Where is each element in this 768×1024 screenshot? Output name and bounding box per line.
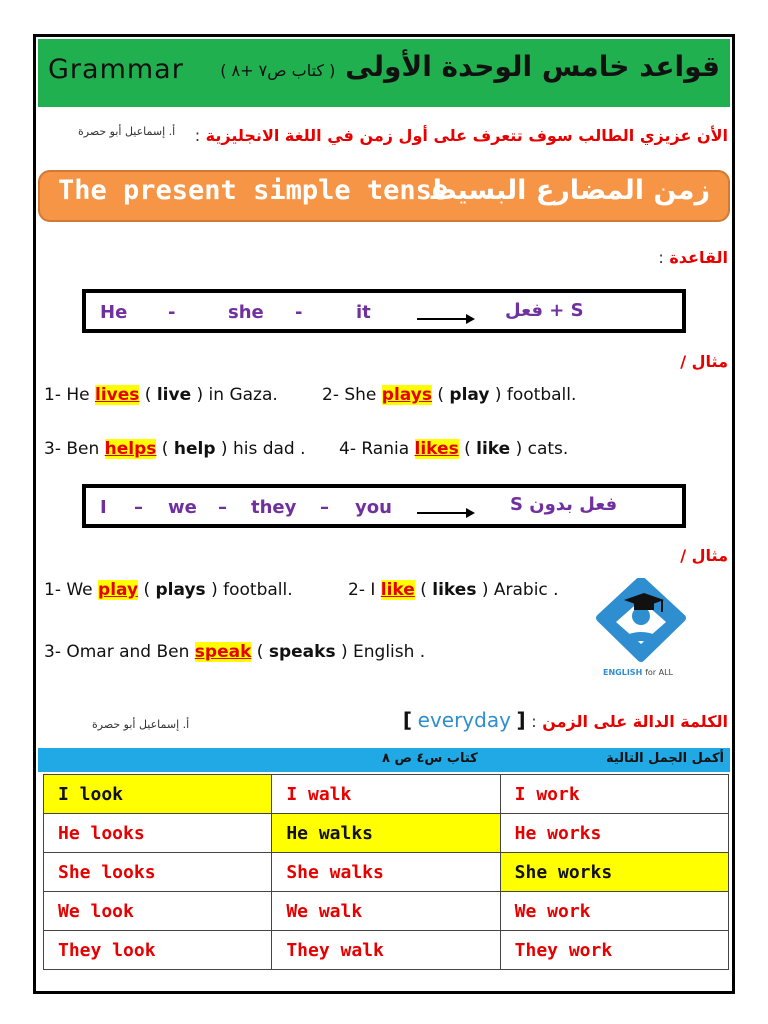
title-arabic-text: قواعد خامس الوحدة الأولى: [345, 50, 720, 83]
logo-text: [603, 668, 673, 677]
paren: (: [138, 580, 156, 600]
bracket-close: ]: [516, 708, 526, 732]
paren: (: [414, 580, 433, 600]
example-label-2: مثال /: [680, 546, 728, 565]
sentence-start: 1- We: [44, 580, 99, 600]
banner-arabic: زمن المضارع البسيط: [428, 175, 710, 206]
table-cell: I walk: [272, 775, 500, 814]
sentence-end: ) English .: [335, 642, 426, 662]
rule-label: القاعدة :: [658, 248, 728, 267]
example-sentence: [44, 580, 293, 600]
arrow-right-icon: [417, 318, 473, 320]
time-word-value: [402, 708, 526, 732]
example-label-1: مثال /: [680, 352, 728, 371]
table-cell: We work: [500, 892, 728, 931]
table-cell: He looks: [44, 814, 272, 853]
answer-verb: helps: [104, 439, 157, 459]
sentence-start: 1- He: [44, 385, 95, 405]
rule1-pronoun: it: [356, 302, 371, 323]
table-cell: She looks: [44, 853, 272, 892]
time-word-line: [403, 708, 728, 732]
table-cell: He works: [500, 814, 728, 853]
answer-verb: speak: [194, 642, 252, 662]
sentence-start: 2- I: [348, 580, 381, 600]
english-for-all-logo: [594, 578, 688, 678]
conjugation-table: [43, 774, 729, 970]
paren: (: [458, 439, 477, 459]
logo-text-for-all: for ALL: [645, 668, 673, 677]
sentence-end: ) his dad .: [215, 439, 306, 459]
answer-verb: lives: [95, 385, 140, 405]
intro-line: [195, 126, 728, 145]
time-word-colon: :: [531, 712, 537, 731]
sentence-end: ) in Gaza.: [191, 385, 278, 405]
rule1-dash: -: [295, 302, 303, 323]
base-verb: help: [173, 439, 216, 459]
rule1-pronoun: He: [100, 302, 128, 323]
example-sentence: [44, 642, 425, 662]
rule2-dash: –: [320, 497, 329, 518]
base-verb: plays: [155, 580, 206, 600]
rule2-pronoun: I: [100, 497, 107, 518]
answer-verb: play: [98, 580, 139, 600]
base-verb: like: [476, 439, 511, 459]
base-verb: live: [156, 385, 192, 405]
sentence-start: 4- Rania: [339, 439, 415, 459]
table-cell: I look: [44, 775, 272, 814]
table-cell: They look: [44, 931, 272, 970]
example-sentence: [348, 580, 559, 600]
example-sentence: [44, 439, 306, 459]
sentence-start: 3- Omar and Ben: [44, 642, 195, 662]
table-cell: They walk: [272, 931, 500, 970]
table-row: [44, 775, 729, 814]
paren: (: [431, 385, 450, 405]
example-sentence: [44, 385, 278, 405]
table-cell: I work: [500, 775, 728, 814]
table-cell: He walks: [272, 814, 500, 853]
example-sentence: [322, 385, 576, 405]
answer-verb: plays: [381, 385, 432, 405]
intro-text: الأن عزيزي الطالب سوف تتعرف على أول زمن في اللغة الانجليزية: [205, 126, 728, 145]
logo-text-english: ENGLISH: [603, 668, 643, 677]
sentence-end: ) Arabic .: [476, 580, 559, 600]
paren: (: [139, 385, 157, 405]
everyday-word: everyday: [417, 708, 511, 732]
base-verb: play: [449, 385, 490, 405]
paren: (: [251, 642, 269, 662]
rule-label-text: القاعدة: [669, 248, 728, 267]
rule1-result: S + فعل: [505, 300, 584, 321]
paren: (: [156, 439, 174, 459]
table-book-ref: كتاب س٤ ص ٨: [382, 751, 478, 766]
table-row: [44, 853, 729, 892]
table-instruction: أكمل الجمل التالية: [605, 751, 724, 766]
arrow-right-icon: [417, 512, 473, 514]
rule2-pronoun: we: [168, 497, 197, 518]
sentence-end: ) football.: [205, 580, 293, 600]
table-row: [44, 814, 729, 853]
rule2-dash: –: [218, 497, 227, 518]
title-book-ref: ( كتاب ص٧ +٨ ): [220, 61, 336, 80]
example-sentence: [339, 439, 568, 459]
table-cell: She walks: [272, 853, 500, 892]
sentence-end: ) cats.: [510, 439, 569, 459]
title-grammar: Grammar: [48, 54, 184, 85]
base-verb: likes: [432, 580, 477, 600]
rule2-pronoun: they: [251, 497, 297, 518]
table-cell: She works: [500, 853, 728, 892]
rule2-pronoun: you: [355, 497, 392, 518]
banner-english: The present simple tense: [58, 175, 449, 206]
answer-verb: likes: [414, 439, 459, 459]
table-cell: We look: [44, 892, 272, 931]
time-word-label: الكلمة الدالة على الزمن: [542, 712, 728, 731]
sentence-end: ) football.: [489, 385, 577, 405]
author-top: أ. إسماعيل أبو حصرة: [78, 125, 176, 138]
table-cell: We walk: [272, 892, 500, 931]
graduation-cap-person-icon: [600, 580, 682, 658]
base-verb: speaks: [268, 642, 336, 662]
bracket-open: [: [402, 708, 413, 732]
sentence-start: 3- Ben: [44, 439, 105, 459]
title-arabic: [220, 50, 720, 83]
rule2-dash: –: [134, 497, 143, 518]
rule1-pronoun: she: [228, 302, 264, 323]
author-bottom: أ. إسماعيل أبو حصرة: [92, 718, 190, 731]
table-cell: They work: [500, 931, 728, 970]
rule2-result: فعل بدون S: [510, 494, 618, 515]
rule1-dash: -: [168, 302, 176, 323]
intro-colon: :: [194, 126, 201, 145]
answer-verb: like: [380, 580, 415, 600]
table-row: [44, 892, 729, 931]
sentence-start: 2- She: [322, 385, 382, 405]
table-row: [44, 931, 729, 970]
